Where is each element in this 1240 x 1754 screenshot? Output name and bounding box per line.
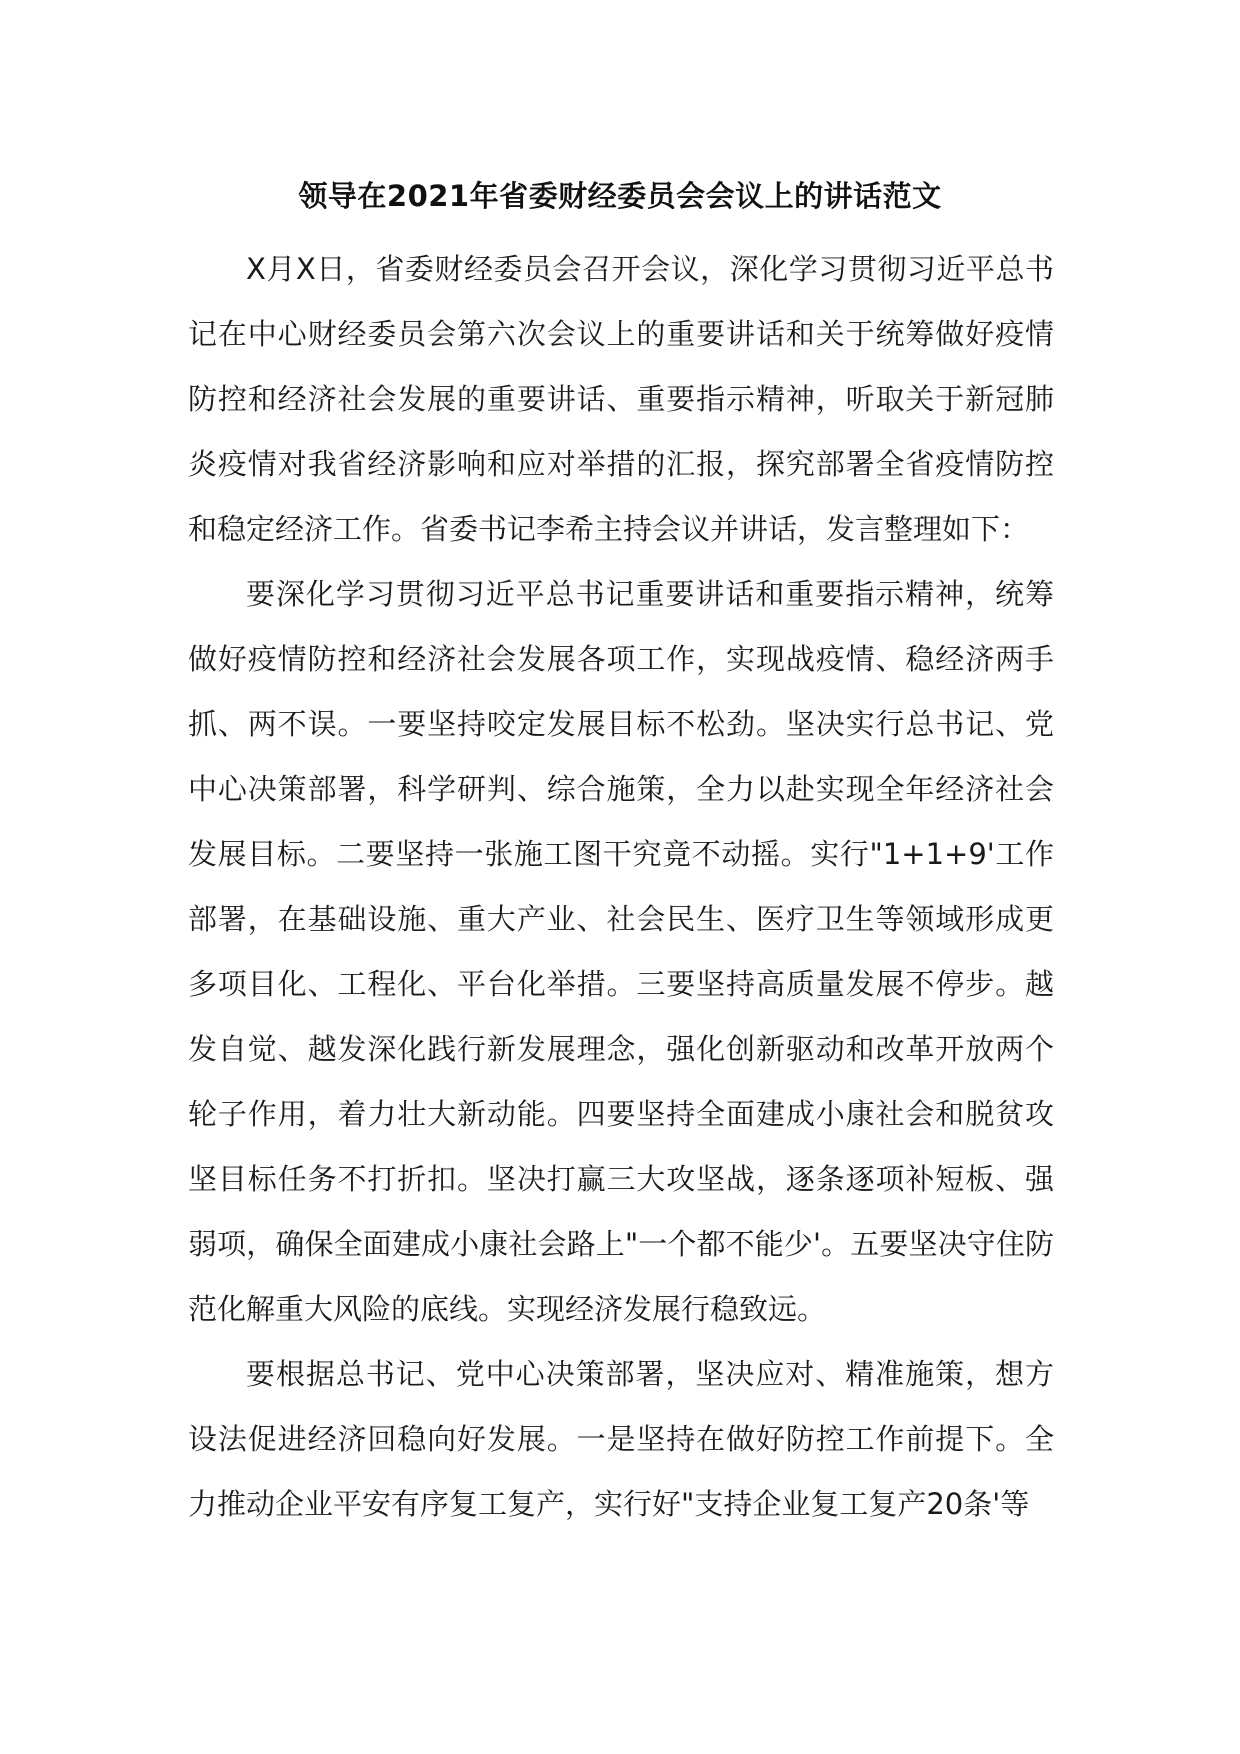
paragraph-3: 要根据总书记、党中心决策部署，坚决应对、精准施策，想方设法促进经济回稳向好发展。一是坚持在做好防控工作前提下。全力推动企业平安有序复工复产，实行好"支持企业复工复产20条'等 xyxy=(188,1357,1054,1521)
paragraph-1: X月X日，省委财经委员会召开会议，深化学习贯彻习近平总书记在中心财经委员会第六次会议上的重要讲话和关于统筹做好疫情防控和经济社会发展的重要讲话、重要指示精神，听取关于新冠肺炎疫情对我省经济影响和应对举措的汇报，探究部署全省疫情防控和稳定经济工作。省委书记李希主持会议并讲话，发言整理如下： xyxy=(188,252,1054,546)
document-title: 领导在2021年省委财经委员会会议上的讲话范文 xyxy=(298,179,942,213)
paragraph-2: 要深化学习贯彻习近平总书记重要讲话和重要指示精神，统筹做好疫情防控和经济社会发展各项工作，实现战疫情、稳经济两手抓、两不误。一要坚持咬定发展目标不松劲。坚决实行总书记、党中心决策部署，科学研判、综合施策，全力以赴实现全年经济社会发展目标。二要坚持一张施工图干究竟不动摇。实行"1+1+9'工作部署，在基础设施、重大产业、社会民生、医疗卫生等领域形成更多项目化、工程化、平台化举措。三要坚持高质量发展不停步。越发自觉、越发深化践行新发展理念，强化创新驱动和改革开放两个轮子作用，着力壮大新动能。四要坚持全面建成小康社会和脱贫攻坚目标任务不打折扣。坚决打赢三大攻坚战，逐条逐项补短板、强弱项，确保全面建成小康社会路上"一个都不能少'。五要坚决守住防范化解重大风险的底线。实现经济发展行稳致远。 xyxy=(188,577,1054,1326)
document-body xyxy=(188,237,1054,1537)
